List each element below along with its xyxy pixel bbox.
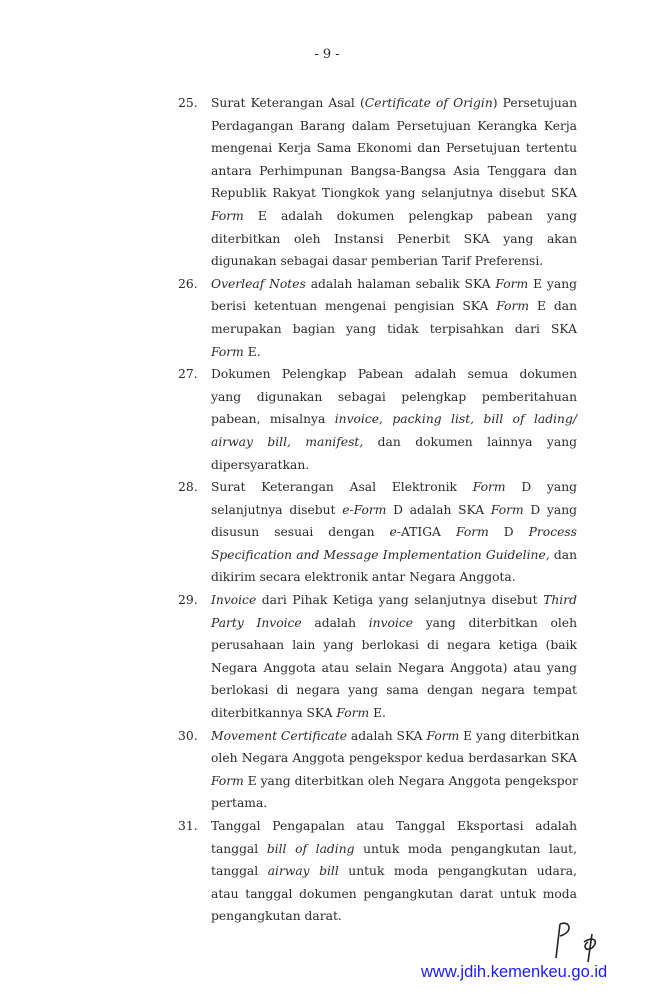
definition-item <box>178 273 578 363</box>
text-segment: Tanggal Pengapalan atau Tanggal Eksportasi adalah <box>211 819 577 833</box>
text-line <box>211 657 577 680</box>
text-line <box>211 205 577 228</box>
text-line <box>211 770 577 793</box>
text-segment: yang digunakan sebagai pelengkap pemberitahuan <box>211 389 577 404</box>
text-segment: berisi ketentuan mengenai pengisian SKA <box>211 299 497 314</box>
italic-term: Form <box>211 208 244 223</box>
definition-item <box>178 476 578 589</box>
text-segment: diterbitkan oleh Instansi Penerbit SKA yang akan <box>211 231 577 246</box>
text-segment: untuk moda pengangkutan laut, <box>354 841 578 856</box>
text-segment: digunakan sebagai dasar pemberian Tarif Preferensi. <box>211 254 544 269</box>
italic-term: Invoice <box>211 593 257 608</box>
text-line <box>211 521 577 544</box>
italic-term: Form <box>426 728 460 743</box>
text-segment: Surat Keterangan Asal Elektronik <box>211 480 473 495</box>
italic-term: Form <box>472 480 506 495</box>
text-segment: oleh Negara Anggota pengekspor kedua berdasarkan SKA <box>211 751 577 766</box>
text-line <box>211 476 577 499</box>
text-line <box>211 295 577 318</box>
italic-term: Form <box>211 773 244 788</box>
item-number: 28. <box>178 479 198 495</box>
text-segment: berlokasi di negara yang sama dengan negara tempat <box>211 683 577 698</box>
text-line <box>211 747 577 770</box>
italic-term: Form <box>495 276 529 291</box>
text-segment: Surat Keterangan Asal ( <box>211 96 365 110</box>
text-segment: pertama. <box>211 796 268 811</box>
text-segment: dan <box>549 547 577 562</box>
text-line <box>211 883 577 906</box>
text-segment: merupakan bagian yang tidak terpisahkan dari SKA <box>211 321 577 336</box>
italic-term: bill of lading <box>266 841 355 856</box>
text-segment: adalah <box>301 615 369 630</box>
text-line <box>211 160 577 183</box>
paraf-signature <box>548 918 618 963</box>
italic-term: Third <box>543 593 577 608</box>
footer-website-link[interactable]: www.jdih.kemenkeu.go.id <box>421 963 608 981</box>
text-line <box>211 363 577 386</box>
text-segment: E dan <box>529 299 578 314</box>
definition-item <box>178 92 578 273</box>
text-segment: dikirim secara elektronik antar Negara Anggota. <box>211 570 516 585</box>
text-line <box>211 499 577 522</box>
text-line <box>211 182 577 205</box>
italic-term: invoice <box>368 615 414 630</box>
text-line <box>211 341 577 364</box>
text-line <box>211 566 577 589</box>
italic-term: Specification and Message Implementation Guideline, <box>211 547 550 562</box>
text-line <box>211 228 577 251</box>
text-line <box>211 905 577 928</box>
definition-list <box>178 92 578 928</box>
text-segment: E yang diterbitkan <box>459 728 580 743</box>
text-line <box>211 589 577 612</box>
italic-term: Form <box>496 299 530 314</box>
text-segment: adalah SKA <box>347 728 427 743</box>
italic-term: Movement Certificate <box>211 728 348 743</box>
text-line <box>211 815 577 838</box>
text-line <box>211 702 577 725</box>
text-segment: tanggal <box>211 864 268 879</box>
text-line <box>211 92 577 115</box>
text-line <box>211 612 577 635</box>
text-segment: Republik Rakyat Tiongkok yang selanjutnya disebut SKA <box>211 186 577 201</box>
text-segment: perusahaan lain yang berlokasi di negara ketiga (baik <box>211 638 577 653</box>
definition-item <box>178 363 578 476</box>
item-number: 25. <box>178 95 198 110</box>
item-number: 29. <box>178 592 198 608</box>
text-segment: Dokumen Pelengkap Pabean adalah semua dokumen <box>211 367 577 382</box>
item-number: 27. <box>178 366 198 382</box>
text-segment: diterbitkannya SKA <box>211 706 337 721</box>
text-line <box>211 792 577 815</box>
text-line <box>211 860 577 883</box>
text-line <box>211 250 577 273</box>
text-segment: D <box>488 525 529 540</box>
text-segment: dan dokumen lainnya yang <box>363 434 577 449</box>
text-line <box>211 838 577 861</box>
text-segment: ) Persetujuan <box>492 96 577 110</box>
text-segment: atau tanggal dokumen pengangkutan darat untuk moda <box>211 886 577 901</box>
text-segment: antara Perhimpunan Bangsa-Bangsa Asia Tenggara dan <box>211 163 577 178</box>
italic-term: Process <box>528 525 577 540</box>
text-line <box>211 431 577 454</box>
text-segment: dari Pihak Ketiga yang selanjutnya disebut <box>256 593 544 608</box>
text-line <box>211 634 577 657</box>
text-segment: E. <box>369 706 386 721</box>
text-segment: adalah halaman sebalik SKA <box>305 276 496 291</box>
text-segment: E yang diterbitkan oleh Negara Anggota pengekspor <box>243 773 578 788</box>
text-segment: E yang <box>528 276 577 291</box>
text-line <box>211 725 580 748</box>
text-line <box>211 386 577 409</box>
text-segment: E adalah dokumen pelengkap pabean yang <box>243 208 577 223</box>
definition-item <box>178 815 578 928</box>
definition-item <box>178 589 578 725</box>
text-line <box>211 679 577 702</box>
italic-term: airway bill <box>267 864 339 879</box>
item-number: 26. <box>178 275 198 291</box>
text-line <box>211 115 577 138</box>
italic-term: invoice, packing list, bill of lading/ <box>334 412 577 427</box>
text-line <box>211 273 577 296</box>
text-segment: Negara Anggota atau selain Negara Anggota) atau yang <box>211 660 577 675</box>
italic-term: e- <box>389 525 401 540</box>
text-segment: selanjutnya disebut <box>211 502 343 517</box>
page-number: - 9 - <box>314 47 340 62</box>
italic-term: Form <box>336 706 370 721</box>
text-line <box>211 137 577 160</box>
text-segment: dipersyaratkan. <box>211 457 310 472</box>
text-line <box>211 318 577 341</box>
italic-term: Form <box>455 525 489 540</box>
text-segment: D yang <box>505 480 578 495</box>
definition-item <box>178 725 578 815</box>
text-segment: untuk moda pengangkutan udara, <box>338 864 578 879</box>
text-segment: yang diterbitkan oleh <box>413 615 577 630</box>
text-segment: mengenai Kerja Sama Ekonomi dan Persetujuan tertentu <box>211 141 577 156</box>
text-segment: tanggal <box>211 841 267 856</box>
text-segment: Perdagangan Barang dalam Persetujuan Kerangka Kerja <box>211 118 577 133</box>
italic-term: Certificate of Origin <box>364 96 493 110</box>
text-segment: D yang <box>523 502 577 517</box>
text-line <box>211 544 577 567</box>
italic-term: Overleaf Notes <box>211 276 306 291</box>
italic-term: Party Invoice <box>211 615 302 630</box>
text-segment: ATIGA <box>400 525 456 540</box>
text-segment: D adalah SKA <box>386 502 491 517</box>
text-line <box>211 454 577 477</box>
italic-term: e-Form <box>342 502 387 517</box>
italic-term: airway bill, manifest, <box>211 434 364 449</box>
italic-term: Form <box>211 344 244 359</box>
item-number: 30. <box>178 727 198 743</box>
item-number: 31. <box>178 818 198 833</box>
text-segment: E. <box>243 344 261 359</box>
text-line <box>211 408 577 431</box>
text-segment: disusun sesuai dengan <box>211 525 390 540</box>
text-segment: pabean, misalnya <box>211 412 335 427</box>
italic-term: Form <box>490 502 524 517</box>
text-segment: pengangkutan darat. <box>211 909 342 924</box>
